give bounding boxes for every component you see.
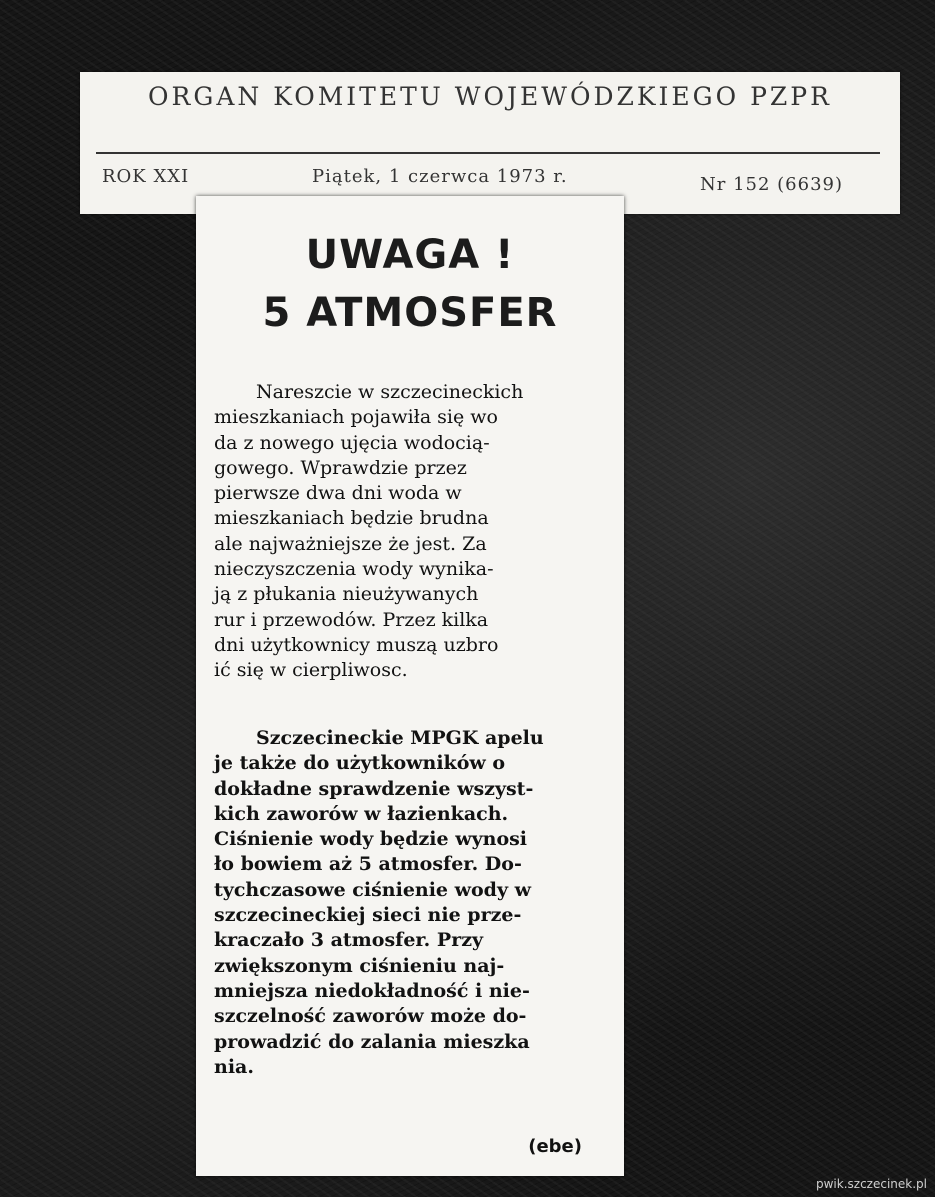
masthead-date: Piątek, 1 czerwca 1973 r.: [312, 166, 568, 187]
article-line: da z nowego ujęcia wodocią-: [214, 431, 490, 454]
article-line: ją z płukania nieużywanych: [214, 583, 479, 606]
article-line: gowego. Wprawdzie przez: [214, 456, 467, 479]
article-line: ić się w cierpliwosc.: [214, 659, 408, 682]
article-headline: [196, 226, 624, 342]
masthead-year: ROK XXI: [102, 166, 190, 187]
article-line: je także do użytkowników o: [214, 752, 506, 775]
masthead-meta: [80, 160, 900, 195]
article-line: prowadzić do zalania mieszka: [214, 1030, 530, 1053]
article-line: Ciśnienie wody będzie wynosi: [214, 828, 528, 851]
article-line: dni użytkownicy muszą uzbro: [214, 633, 499, 656]
article-line: tychczasowe ciśnienie wody w: [214, 878, 531, 901]
article-paragraph-1: [214, 380, 622, 684]
article-line: ale najważniejsze że jest. Za: [214, 532, 487, 555]
masthead-organ: ORGAN KOMITETU WOJEWÓDZKIEGO PZPR: [148, 82, 832, 111]
article-line: rur i przewodów. Przez kilka: [214, 608, 489, 631]
article-line: kraczało 3 atmosfer. Przy: [214, 929, 484, 952]
masthead-rule: [96, 152, 880, 154]
article-line: mieszkaniach będzie brudna: [214, 507, 489, 530]
article-line: mniejsza niedokładność i nie-: [214, 979, 530, 1002]
article-paragraph-2: [214, 726, 622, 1080]
article-line: pierwsze dwa dni woda w: [214, 482, 462, 505]
article-line: nieczyszczenia wody wynika-: [214, 558, 494, 581]
article-line: Szczecineckie MPGK apelu: [256, 727, 544, 749]
article-line: dokładne sprawdzenie wszyst-: [214, 777, 534, 800]
article-line: kich zaworów w łazienkach.: [214, 802, 509, 825]
headline-line-1: UWAGA !: [305, 232, 515, 278]
source-credit: pwik.szczecinek.pl: [816, 1177, 927, 1191]
article-clipping: [196, 196, 624, 1176]
article-line: szczelność zaworów może do-: [214, 1005, 527, 1028]
article-line: zwiększonym ciśnieniu naj-: [214, 954, 505, 977]
article-line: szczecineckiej sieci nie prze-: [214, 904, 522, 927]
article-line: Nareszcie w szczecineckich: [256, 381, 524, 403]
article-line: ło bowiem aż 5 atmosfer. Do-: [214, 853, 522, 876]
newspaper-masthead: [80, 72, 900, 214]
masthead-issue-number: Nr 152 (6639): [700, 174, 844, 195]
article-line: mieszkaniach pojawiła się wo: [214, 406, 498, 429]
article-line: nia.: [214, 1055, 254, 1078]
article-signature: (ebe): [528, 1136, 582, 1157]
headline-line-2: 5 ATMOSFER: [262, 290, 558, 336]
